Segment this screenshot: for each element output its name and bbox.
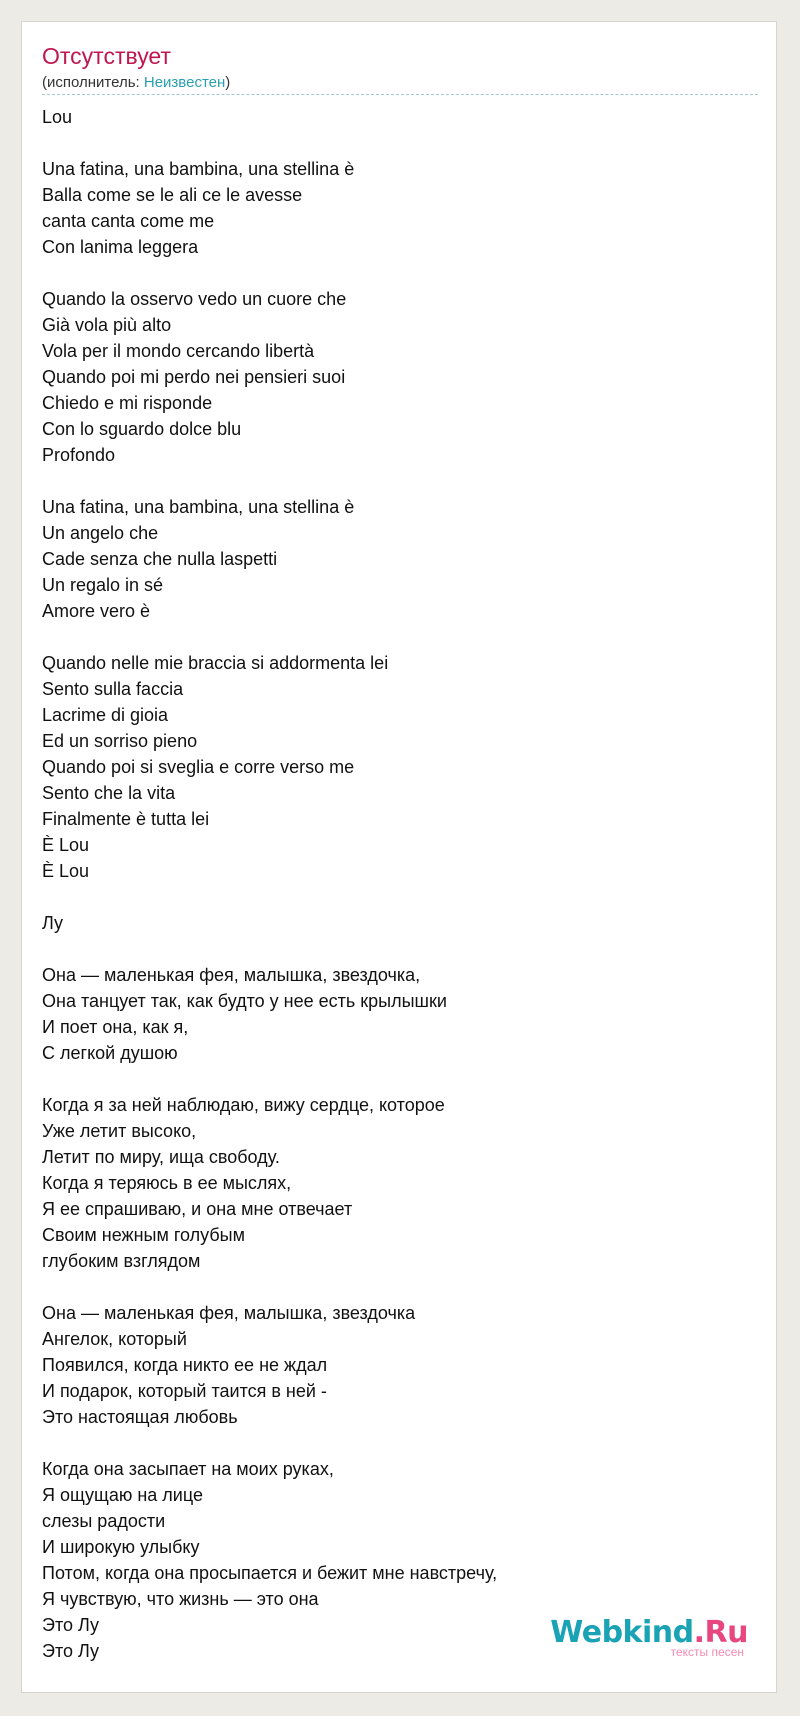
lyric-line: Потом, когда она просыпается и бежит мне навстречу, — [42, 1563, 498, 1583]
logo-wordmark — [550, 1615, 748, 1650]
lyric-line: глубоким взглядом — [42, 1251, 201, 1271]
lyric-line: Già vola più alto — [42, 315, 172, 335]
lyric-line: И подарок, который таится в ней - — [42, 1381, 327, 1401]
lyric-line: Я ее спрашиваю, и она мне отвечает — [42, 1199, 353, 1219]
lyric-line: Она танцует так, как будто у нее есть крылышки — [42, 991, 447, 1011]
lyric-line: Una fatina, una bambina, una stellina è — [42, 159, 355, 179]
lyric-line: Un regalo in sé — [42, 575, 164, 595]
stanza-break — [42, 468, 758, 494]
lyric-line: Cade senza che nulla laspetti — [42, 549, 278, 569]
stanza-break — [42, 130, 758, 156]
lyric-line: Когда она засыпает на моих руках, — [42, 1459, 334, 1479]
lyric-line: Balla come se le ali ce le avesse — [42, 185, 303, 205]
stanza-break — [42, 884, 758, 910]
lyric-line: Летит по миру, ища свободу. — [42, 1147, 280, 1167]
webkind-logo[interactable] — [550, 1615, 748, 1659]
stanza-break — [42, 624, 758, 650]
stanza-break — [42, 1430, 758, 1456]
lyric-line: Con lanima leggera — [42, 237, 199, 257]
lyrics-card — [21, 21, 777, 1693]
artist-line — [42, 74, 230, 92]
lyric-line: Когда я за ней наблюдаю, вижу сердце, которое — [42, 1095, 445, 1115]
lyric-line: Это Лу — [42, 1615, 100, 1635]
stanza-break — [42, 936, 758, 962]
lyric-line: Finalmente è tutta lei — [42, 809, 210, 829]
lyric-line: Lacrime di gioia — [42, 705, 169, 725]
header-divider — [42, 94, 758, 95]
lyric-line: Уже летит высоко, — [42, 1121, 197, 1141]
lyric-line: Это Лу — [42, 1641, 100, 1661]
lyric-line: Sento sulla faccia — [42, 679, 184, 699]
lyric-line: È Lou — [42, 861, 90, 881]
lyric-line: Лу — [42, 913, 64, 933]
lyric-line: Un angelo che — [42, 523, 159, 543]
lyric-line: Своим нежным голубым — [42, 1225, 245, 1245]
lyric-line: Ed un sorriso pieno — [42, 731, 198, 751]
lyric-line: Она — маленькая фея, малышка, звездочка — [42, 1303, 416, 1323]
artist-link[interactable]: Неизвестен — [143, 74, 226, 91]
lyric-line: Una fatina, una bambina, una stellina è — [42, 497, 355, 517]
lyric-line: Quando nelle mie braccia si addormenta lei — [42, 653, 389, 673]
lyrics-body — [42, 104, 758, 1664]
logo-name: Webkind — [550, 1615, 694, 1650]
lyric-line: Я чувствую, что жизнь — это она — [42, 1589, 319, 1609]
lyric-line: canta canta come me — [42, 211, 215, 231]
song-title: Отсутствует — [42, 43, 171, 69]
lyric-line: Chiedo e mi risponde — [42, 393, 213, 413]
lyric-line: Quando la osservo vedo un cuore che — [42, 289, 347, 309]
lyric-line: Она — маленькая фея, малышка, звездочка, — [42, 965, 421, 985]
stanza-break — [42, 1274, 758, 1300]
lyric-line: Con lo sguardo dolce blu — [42, 419, 242, 439]
lyric-line: Quando poi si sveglia e corre verso me — [42, 757, 355, 777]
lyric-line: Появился, когда никто ее не ждал — [42, 1355, 328, 1375]
lyric-line: Когда я теряюсь в ее мыслях, — [42, 1173, 292, 1193]
lyric-line: Amore vero è — [42, 601, 151, 621]
lyric-line: È Lou — [42, 835, 90, 855]
lyric-line: И широкую улыбку — [42, 1537, 200, 1557]
lyric-line: С легкой душою — [42, 1043, 178, 1063]
artist-prefix: (исполнитель: — [42, 74, 144, 91]
lyric-line: И поет она, как я, — [42, 1017, 189, 1037]
lyric-line: Sento che la vita — [42, 783, 176, 803]
lyric-line: Я ощущаю на лице — [42, 1485, 203, 1505]
lyric-line: Это настоящая любовь — [42, 1407, 238, 1427]
logo-tagline: тексты песен — [670, 1645, 744, 1659]
lyric-line: Vola per il mondo cercando libertà — [42, 341, 315, 361]
artist-suffix: ) — [225, 74, 231, 91]
lyric-line: слезы радости — [42, 1511, 166, 1531]
lyric-line: Ангелок, который — [42, 1329, 187, 1349]
lyric-line: Profondo — [42, 445, 116, 465]
lyric-line: Lou — [42, 107, 73, 127]
lyric-line: Quando poi mi perdo nei pensieri suoi — [42, 367, 346, 387]
logo-domain: .Ru — [693, 1615, 748, 1650]
stanza-break — [42, 1066, 758, 1092]
stanza-break — [42, 260, 758, 286]
